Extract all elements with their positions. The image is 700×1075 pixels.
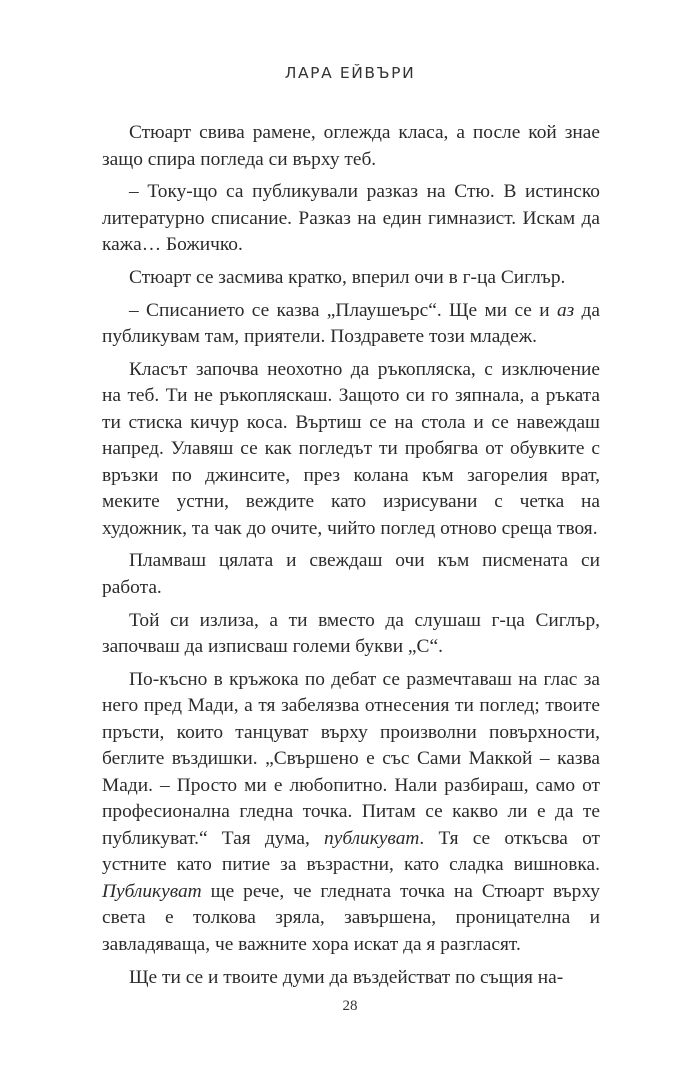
paragraph: – Току-що са публикували разказ на Стю. В истинско литературно списание. Разказ на един гимназист. Искам да кажа… Божичко. bbox=[102, 181, 600, 256]
paragraph: Пламваш цялата и свеждаш очи към писмената си работа. bbox=[102, 550, 600, 598]
paragraph: Класът започва неохотно да ръкопляска, с изключение на теб. Ти не ръкопляскаш. Защото си го зяпнала, а ръката ти стиска кичур коса. Въртиш се на стола и се навеждаш напред. Улавяш се как погледът ти пробягва от обувките с връзки по джинсите, през колана към загорелия врат, меките устни, веждите като изрисувани с четка на художник, та чак до очите, чийто поглед отново среща твоя. bbox=[102, 358, 600, 539]
emphasis: аз bbox=[556, 299, 575, 321]
emphasis: Публикуват bbox=[102, 880, 202, 902]
emphasis: публикуват bbox=[324, 827, 420, 849]
paragraph: – Списанието се казва „Плаушеърс“. Ще ми се и аз да публикувам там, приятели. Поздравете този младеж. bbox=[102, 299, 600, 348]
page-number: 28 bbox=[342, 998, 358, 1014]
paragraph: По-късно в кръжока по дебат се размечтаваш на глас за него пред Мади, а тя забелязва отнесения ти поглед; твоите пръсти, които танцуват върху произволни повърхности, беглите въздишки. „Свършено е със Сами Маккой – казва Мади. – Просто ми е любопитно. Нали разбираш, само от професионална гледна точка. Питам се какво ли е да те публикуват.“ Тая дума, публикуват. Тя се откъсва от устните като питие за възрастни, като сладка вишновка. Публикуват ще рече, че гледната точка на Стюарт върху света е толкова зряла, завършена, проницателна и завладяваща, че важните хора искат да я разгласят. bbox=[102, 668, 600, 955]
running-header-author: ЛАРА ЕЙВЪРИ bbox=[284, 64, 416, 82]
paragraph: Стюарт свива рамене, оглежда класа, а после кой знае защо спира погледа си върху теб. bbox=[102, 122, 600, 170]
body-text bbox=[102, 120, 600, 997]
paragraph: Ще ти се и твоите думи да въздействат по същия на- bbox=[129, 966, 564, 988]
paragraph: Той си излиза, а ти вместо да слушаш г-ца Сиглър, започваш да изписваш големи букви „С“. bbox=[102, 609, 600, 658]
paragraph: Стюарт се засмива кратко, вперил очи в г-ца Сиглър. bbox=[129, 266, 566, 288]
